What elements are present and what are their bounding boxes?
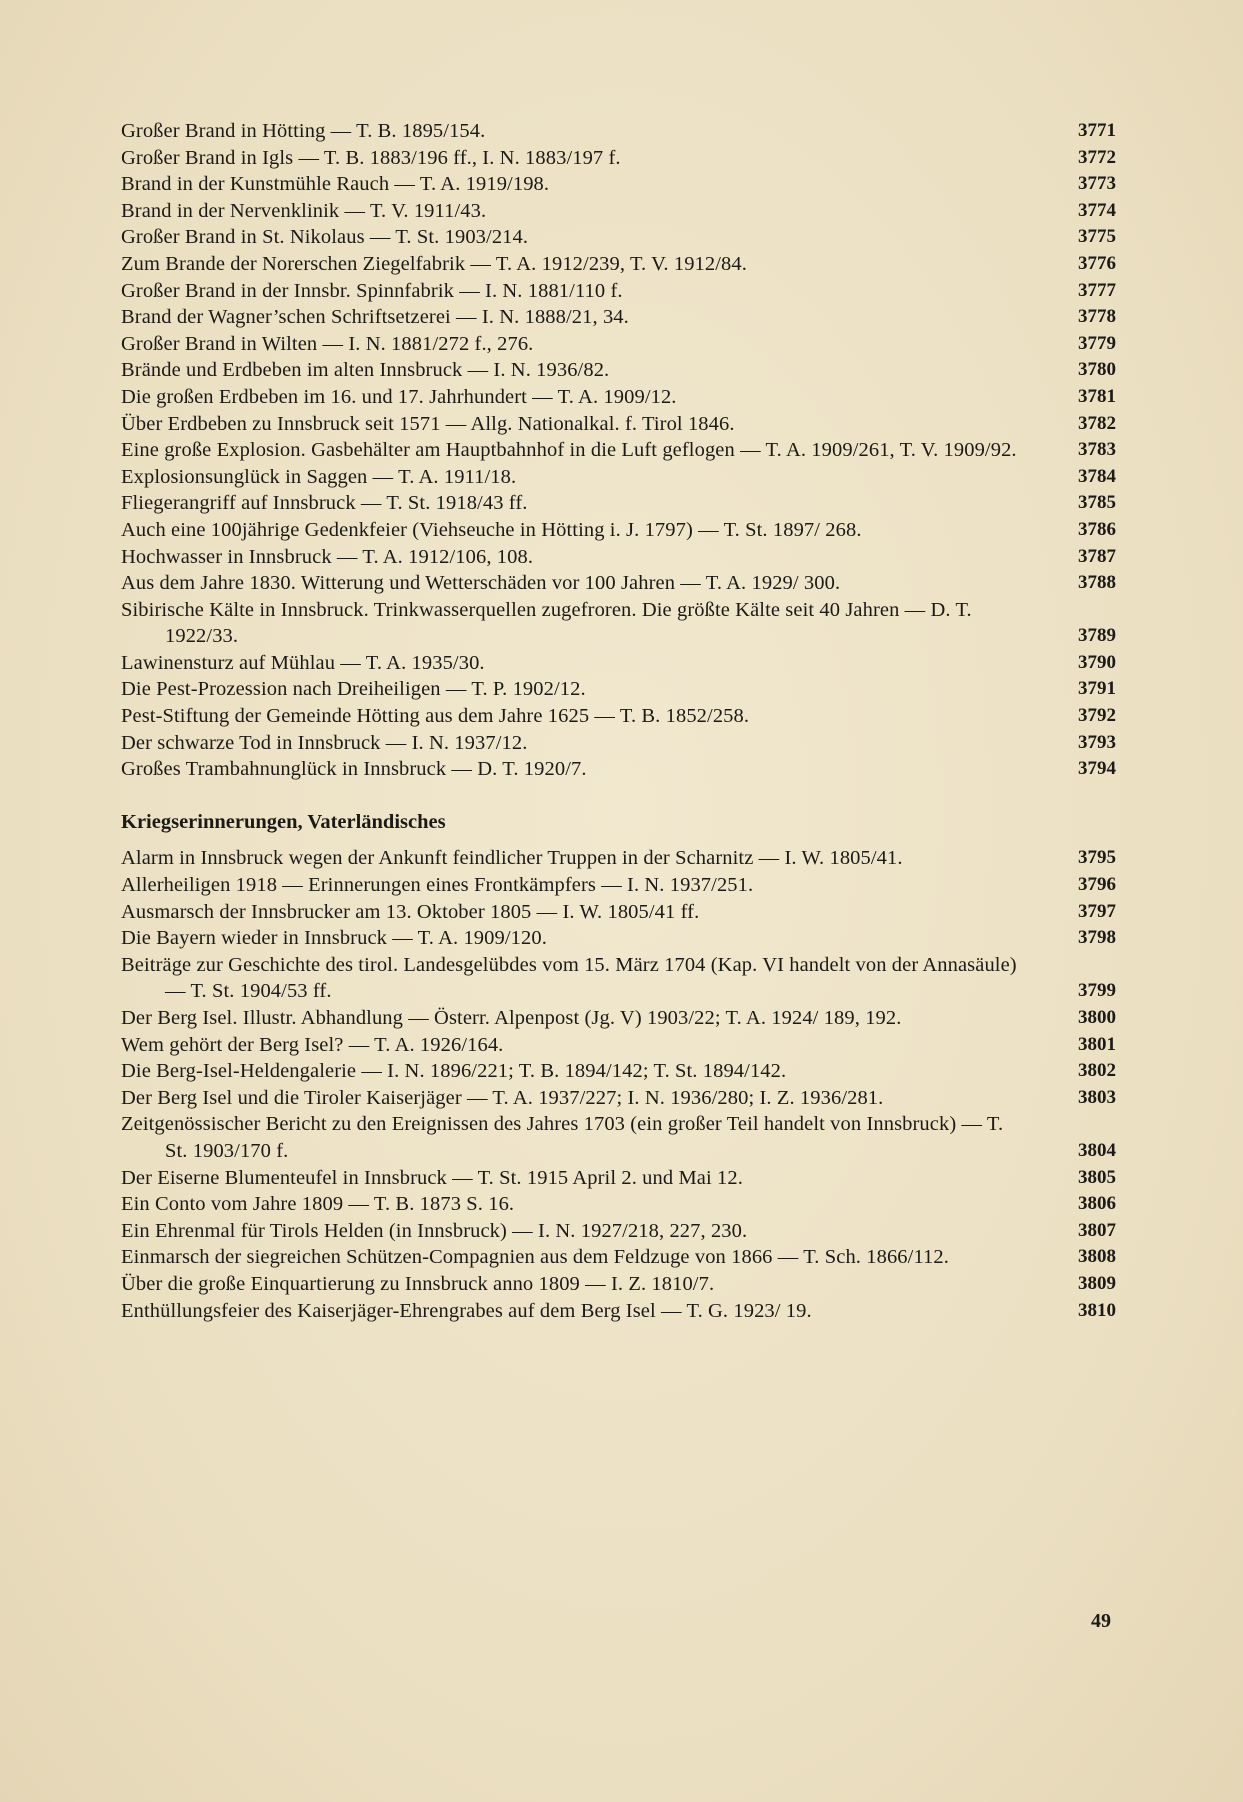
index-entry xyxy=(121,145,1116,172)
entry-text: Brand in der Kunstmühle Rauch — T. A. 1919/198. xyxy=(121,173,550,196)
index-entry xyxy=(121,224,1116,251)
index-entry xyxy=(121,1191,1116,1218)
entry-text: Fliegerangriff auf Innsbruck — T. St. 1918/43 ff. xyxy=(121,492,528,515)
index-entry xyxy=(121,544,1116,571)
entry-number: 3798 xyxy=(1078,927,1116,949)
entry-text: Pest-Stiftung der Gemeinde Hötting aus dem Jahre 1625 — T. B. 1852/258. xyxy=(121,705,750,728)
entry-text: Großer Brand in der Innsbr. Spinnfabrik — I. N. 1881/110 f. xyxy=(121,279,623,302)
entry-number: 3809 xyxy=(1078,1272,1116,1294)
index-entry xyxy=(121,384,1116,411)
entry-number: 3800 xyxy=(1078,1007,1116,1028)
section-disasters xyxy=(121,118,1116,783)
index-entry xyxy=(121,490,1116,517)
entry-text: Der schwarze Tod in Innsbruck — I. N. 1937/12. xyxy=(121,731,528,754)
entry-number: 3778 xyxy=(1078,306,1116,328)
index-entry xyxy=(121,597,1116,650)
entry-text: Die Pest-Prozession nach Dreiheiligen — T. P. 1902/12. xyxy=(121,678,586,701)
entry-number: 3775 xyxy=(1078,226,1116,248)
entry-number: 3803 xyxy=(1078,1086,1116,1108)
index-entry xyxy=(121,171,1116,198)
index-entry xyxy=(121,357,1116,384)
entry-text: Lawinensturz auf Mühlau — T. A. 1935/30. xyxy=(121,651,485,674)
entry-text: Brände und Erdbeben im alten Innsbruck — I. N. 1936/82. xyxy=(121,359,610,382)
entry-number: 3785 xyxy=(1078,492,1116,514)
entry-number: 3780 xyxy=(1078,359,1116,381)
entry-number: 3796 xyxy=(1078,874,1116,896)
index-entry xyxy=(121,570,1116,597)
entry-text: Großer Brand in St. Nikolaus — T. St. 1903/214. xyxy=(121,226,529,249)
entry-text: Der Berg Isel und die Tiroler Kaiserjäger — T. A. 1937/227; I. N. 1936/280; I. Z. 1936/281. xyxy=(121,1086,884,1109)
entry-text: Einmarsch der siegreichen Schützen-Compagnien aus dem Feldzuge von 1866 — T. Sch. 1866/112. xyxy=(121,1246,949,1269)
entry-number: 3772 xyxy=(1078,146,1116,168)
entry-text: Allerheiligen 1918 — Erinnerungen eines Frontkämpfers — I. N. 1937/251. xyxy=(121,874,754,897)
entry-number: 3777 xyxy=(1078,279,1116,301)
entry-number: 3797 xyxy=(1078,900,1116,922)
section-heading: Kriegserinnerungen, Vaterländisches xyxy=(121,810,446,833)
index-entry xyxy=(121,437,1116,464)
entry-text: Der Berg Isel. Illustr. Abhandlung — Österr. Alpenpost (Jg. V) 1903/22; T. A. 1924/ 189, 192. xyxy=(121,1007,902,1029)
index-entry xyxy=(121,925,1116,952)
entry-number: 3802 xyxy=(1078,1060,1116,1082)
entry-text: Explosionsunglück in Saggen — T. A. 1911/18. xyxy=(121,465,517,488)
index-entry xyxy=(121,1298,1116,1325)
entry-number: 3784 xyxy=(1078,465,1116,487)
entry-text: Über die große Einquartierung zu Innsbruck anno 1809 — I. Z. 1810/7. xyxy=(121,1272,715,1295)
entry-text: Hochwasser in Innsbruck — T. A. 1912/106, 108. xyxy=(121,545,534,568)
entry-text: Enthüllungsfeier des Kaiserjäger-Ehrengrabes auf dem Berg Isel — T. G. 1923/ 19. xyxy=(121,1299,812,1322)
entry-number: 3786 xyxy=(1078,518,1116,540)
entry-number: 3805 xyxy=(1078,1166,1116,1188)
entry-number: 3810 xyxy=(1078,1299,1116,1321)
entry-number: 3789 xyxy=(1078,625,1116,647)
entry-number: 3793 xyxy=(1078,731,1116,753)
section-war-memories xyxy=(121,845,1116,1324)
entry-number: 3799 xyxy=(1078,980,1116,1002)
index-entry xyxy=(121,899,1116,926)
entry-text: Ein Conto vom Jahre 1809 — T. B. 1873 S. 16. xyxy=(121,1193,515,1216)
index-entry xyxy=(121,1165,1116,1192)
index-entry xyxy=(121,1218,1116,1245)
entry-number: 3781 xyxy=(1078,385,1116,407)
index-entry xyxy=(121,1032,1116,1059)
entry-text: Eine große Explosion. Gasbehälter am Hauptbahnhof in die Luft geflogen — T. A. 1909/261, T. V. 1909/92. xyxy=(121,439,1017,462)
entry-text: Großer Brand in Wilten — I. N. 1881/272 f., 276. xyxy=(121,332,534,355)
index-entry xyxy=(121,1005,1116,1032)
entry-number: 3773 xyxy=(1078,173,1116,195)
entry-number: 3783 xyxy=(1078,439,1116,461)
entry-number: 3791 xyxy=(1078,678,1116,700)
index-entry xyxy=(121,278,1116,305)
entry-text: Über Erdbeben zu Innsbruck seit 1571 — Allg. Nationalkal. f. Tirol 1846. xyxy=(121,412,735,435)
entry-number: 3771 xyxy=(1078,120,1116,141)
entry-text: Die großen Erdbeben im 16. und 17. Jahrhundert — T. A. 1909/12. xyxy=(121,385,677,408)
entry-text: Brand der Wagner’schen Schriftsetzerei — I. N. 1888/21, 34. xyxy=(121,306,629,329)
entry-number: 3787 xyxy=(1078,545,1116,567)
page-number: 49 xyxy=(1091,1610,1111,1632)
index-entry xyxy=(121,331,1116,358)
index-entry xyxy=(121,1111,1116,1164)
index-entry xyxy=(121,676,1116,703)
index-entry xyxy=(121,756,1116,783)
entry-number: 3776 xyxy=(1078,252,1116,274)
index-entry xyxy=(121,304,1116,331)
index-entry xyxy=(121,650,1116,677)
entry-number: 3795 xyxy=(1078,847,1116,869)
entry-text: Großes Trambahnunglück in Innsbruck — D. T. 1920/7. xyxy=(121,758,587,781)
entry-text: Auch eine 100jährige Gedenkfeier (Viehseuche in Hötting i. J. 1797) — T. St. 1897/ 268. xyxy=(121,518,862,541)
page-content xyxy=(121,118,1116,1324)
entry-text: Ausmarsch der Innsbrucker am 13. Oktober 1805 — I. W. 1805/41 ff. xyxy=(121,900,700,923)
index-entry xyxy=(121,872,1116,899)
index-entry xyxy=(121,730,1116,757)
entry-number: 3807 xyxy=(1078,1219,1116,1241)
entry-number: 3779 xyxy=(1078,332,1116,354)
index-entry xyxy=(121,1271,1116,1298)
entry-number: 3788 xyxy=(1078,572,1116,594)
entry-number: 3794 xyxy=(1078,758,1116,780)
index-entry xyxy=(121,411,1116,438)
entry-text: Alarm in Innsbruck wegen der Ankunft feindlicher Truppen in der Scharnitz — I. W. 1805/41. xyxy=(121,847,903,870)
entry-text: Aus dem Jahre 1830. Witterung und Wetterschäden vor 100 Jahren — T. A. 1929/ 300. xyxy=(121,572,841,595)
entry-number: 3792 xyxy=(1078,705,1116,727)
index-entry xyxy=(121,118,1116,145)
entry-number: 3774 xyxy=(1078,199,1116,221)
entry-number: 3808 xyxy=(1078,1246,1116,1268)
index-entry xyxy=(121,251,1116,278)
entry-number: 3782 xyxy=(1078,412,1116,434)
index-entry xyxy=(121,952,1116,1005)
index-entry xyxy=(121,1058,1116,1085)
entry-text: Die Berg-Isel-Heldengalerie — I. N. 1896/221; T. B. 1894/142; T. St. 1894/142. xyxy=(121,1060,787,1083)
entry-text: Beiträge zur Geschichte des tirol. Landesgelübdes vom 15. März 1704 (Kap. VI handelt von der Annasäule) — T. St. 1904/53 ff. xyxy=(121,953,1017,1003)
entry-text: Zum Brande der Norerschen Ziegelfabrik — T. A. 1912/239, T. V. 1912/84. xyxy=(121,252,747,275)
entry-text: Zeitgenössischer Bericht zu den Ereignissen des Jahres 1703 (ein großer Teil handelt von Innsbruck) — T. St. 1903/170 f. xyxy=(121,1113,1004,1162)
index-entry xyxy=(121,517,1116,544)
entry-text: Großer Brand in Igls — T. B. 1883/196 ff., I. N. 1883/197 f. xyxy=(121,146,621,169)
entry-text: Die Bayern wieder in Innsbruck — T. A. 1909/120. xyxy=(121,927,547,950)
index-entry xyxy=(121,464,1116,491)
entry-text: Brand in der Nervenklinik — T. V. 1911/43. xyxy=(121,199,487,222)
entry-text: Der Eiserne Blumenteufel in Innsbruck — T. St. 1915 April 2. und Mai 12. xyxy=(121,1166,743,1189)
entry-text: Wem gehört der Berg Isel? — T. A. 1926/164. xyxy=(121,1033,504,1056)
entry-number: 3806 xyxy=(1078,1193,1116,1215)
entry-number: 3804 xyxy=(1078,1139,1116,1161)
index-entry xyxy=(121,1244,1116,1271)
entry-text: Sibirische Kälte in Innsbruck. Trinkwasserquellen zugefroren. Die größte Kälte seit 40 Jahren — D. T. 1922/33. xyxy=(121,598,972,648)
index-entry xyxy=(121,845,1116,872)
index-entry xyxy=(121,198,1116,225)
entry-number: 3790 xyxy=(1078,651,1116,673)
index-entry xyxy=(121,703,1116,730)
index-entry xyxy=(121,1085,1116,1112)
entry-text: Ein Ehrenmal für Tirols Helden (in Innsbruck) — I. N. 1927/218, 227, 230. xyxy=(121,1219,748,1242)
entry-number: 3801 xyxy=(1078,1033,1116,1055)
entry-text: Großer Brand in Hötting — T. B. 1895/154. xyxy=(121,120,486,142)
